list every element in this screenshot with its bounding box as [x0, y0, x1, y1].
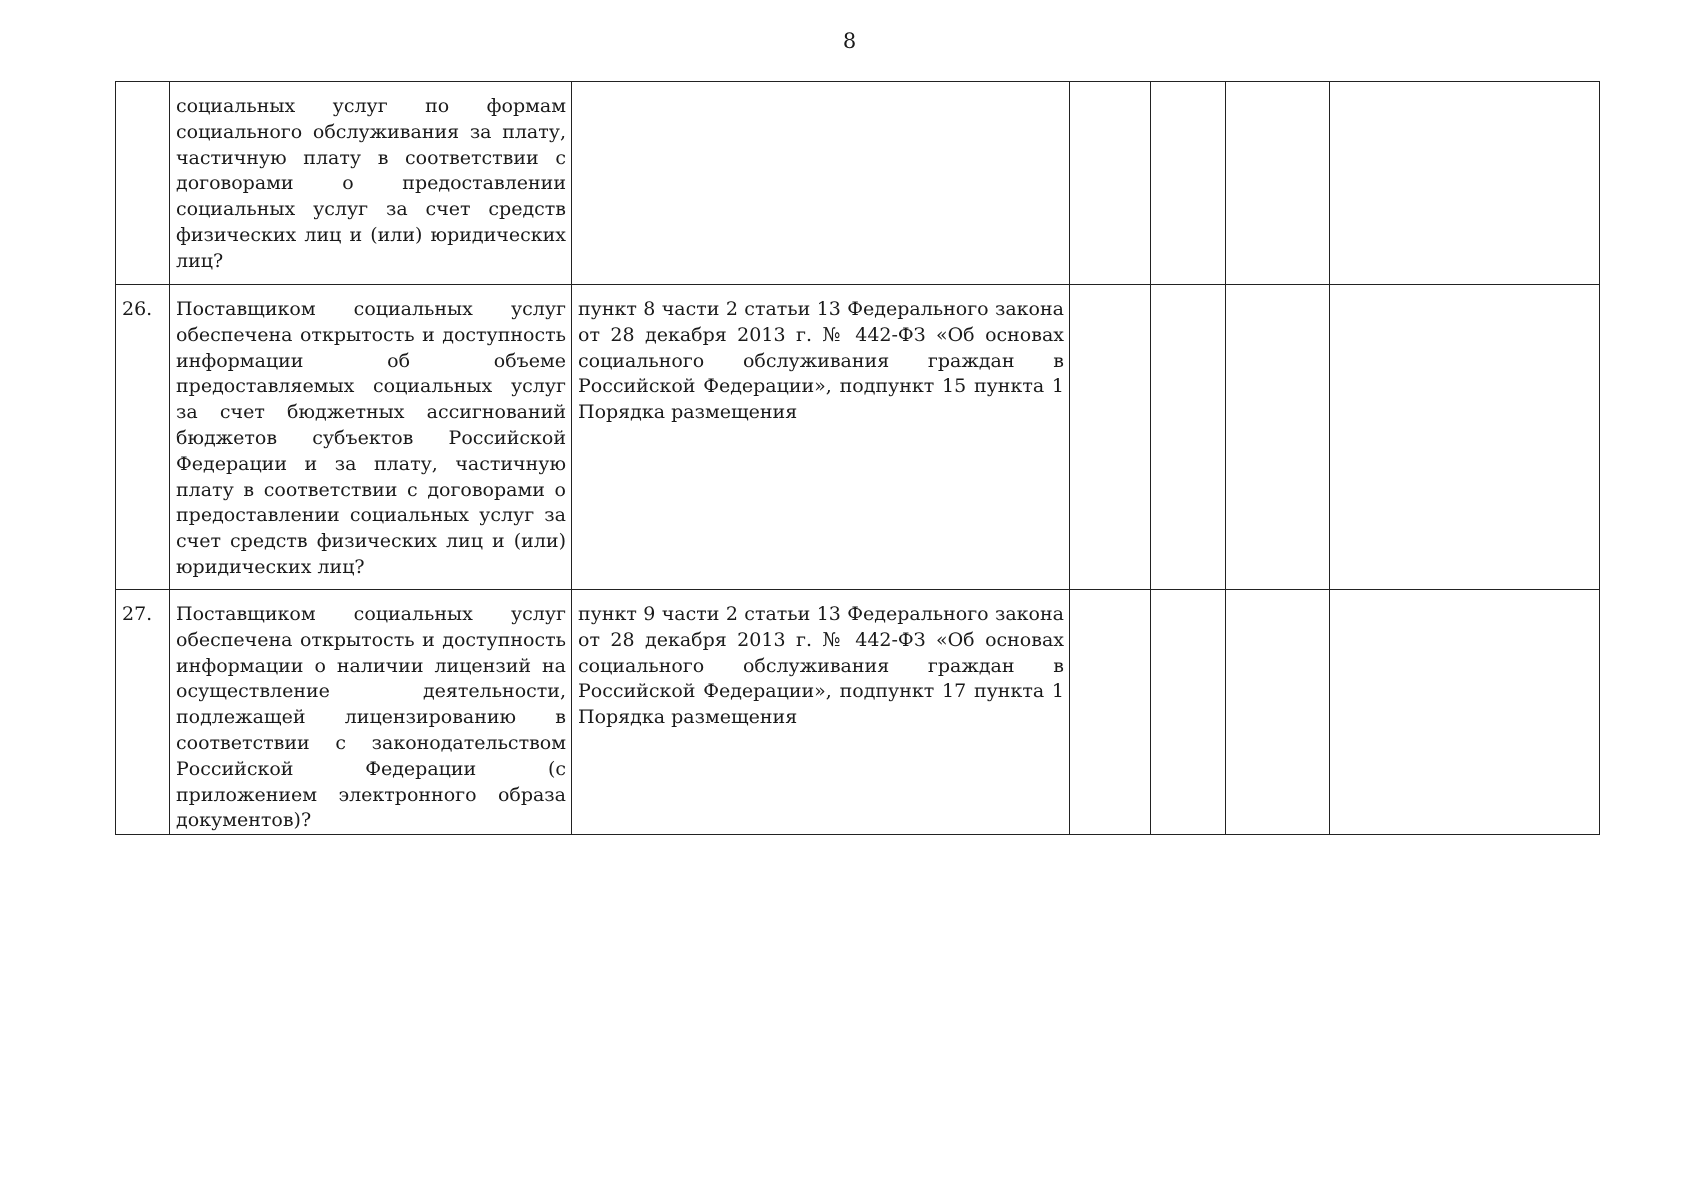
- answer-no-cell: [1151, 285, 1226, 590]
- answer-yes-cell: [1070, 590, 1151, 835]
- page-number: 8: [842, 29, 857, 53]
- table-row: [116, 590, 1600, 835]
- notes-cell: [1330, 590, 1600, 835]
- row-number-cell: 26.: [116, 285, 170, 590]
- answer-not-applicable-cell: [1226, 285, 1330, 590]
- question-cell: Поставщиком социальных услуг обеспечена открытость и доступность информации об объеме предоставляемых социальных услуг за счет бюджетных ассигнований бюджетов субъектов Российской Федерации и за плату, частичную плату в соответствии с договорами о предоставлении социальных услуг за счет средств физических лиц и (или) юридических лиц?: [170, 285, 572, 590]
- legal-reference-cell: [572, 82, 1070, 285]
- row-number-cell: 27.: [116, 590, 170, 835]
- answer-no-cell: [1151, 82, 1226, 285]
- row-number-cell: [116, 82, 170, 285]
- legal-reference-cell: пункт 9 части 2 статьи 13 Федерального закона от 28 декабря 2013 г. № 442-ФЗ «Об основах социального обслуживания граждан в Российской Федерации», подпункт 17 пункта 1 Порядка размещения: [572, 590, 1070, 835]
- table-row: [116, 285, 1600, 590]
- answer-no-cell: [1151, 590, 1226, 835]
- answer-yes-cell: [1070, 82, 1151, 285]
- notes-cell: [1330, 82, 1600, 285]
- notes-cell: [1330, 285, 1600, 590]
- answer-not-applicable-cell: [1226, 82, 1330, 285]
- answer-yes-cell: [1070, 285, 1151, 590]
- answer-not-applicable-cell: [1226, 590, 1330, 835]
- question-cell: социальных услуг по формам социального обслуживания за плату, частичную плату в соответствии с договорами о предоставлении социальных услуг за счет средств физических лиц и (или) юридических лиц?: [170, 82, 572, 285]
- checklist-table: [115, 81, 1600, 835]
- question-cell: Поставщиком социальных услуг обеспечена открытость и доступность информации о наличии лицензий на осуществление деятельности, подлежащей лицензированию в соответствии с законодательством Российской Федерации (с приложением электронного образа документов)?: [170, 590, 572, 835]
- table-row: [116, 82, 1600, 285]
- legal-reference-cell: пункт 8 части 2 статьи 13 Федерального закона от 28 декабря 2013 г. № 442-ФЗ «Об основах социального обслуживания граждан в Российской Федерации», подпункт 15 пункта 1 Порядка размещения: [572, 285, 1070, 590]
